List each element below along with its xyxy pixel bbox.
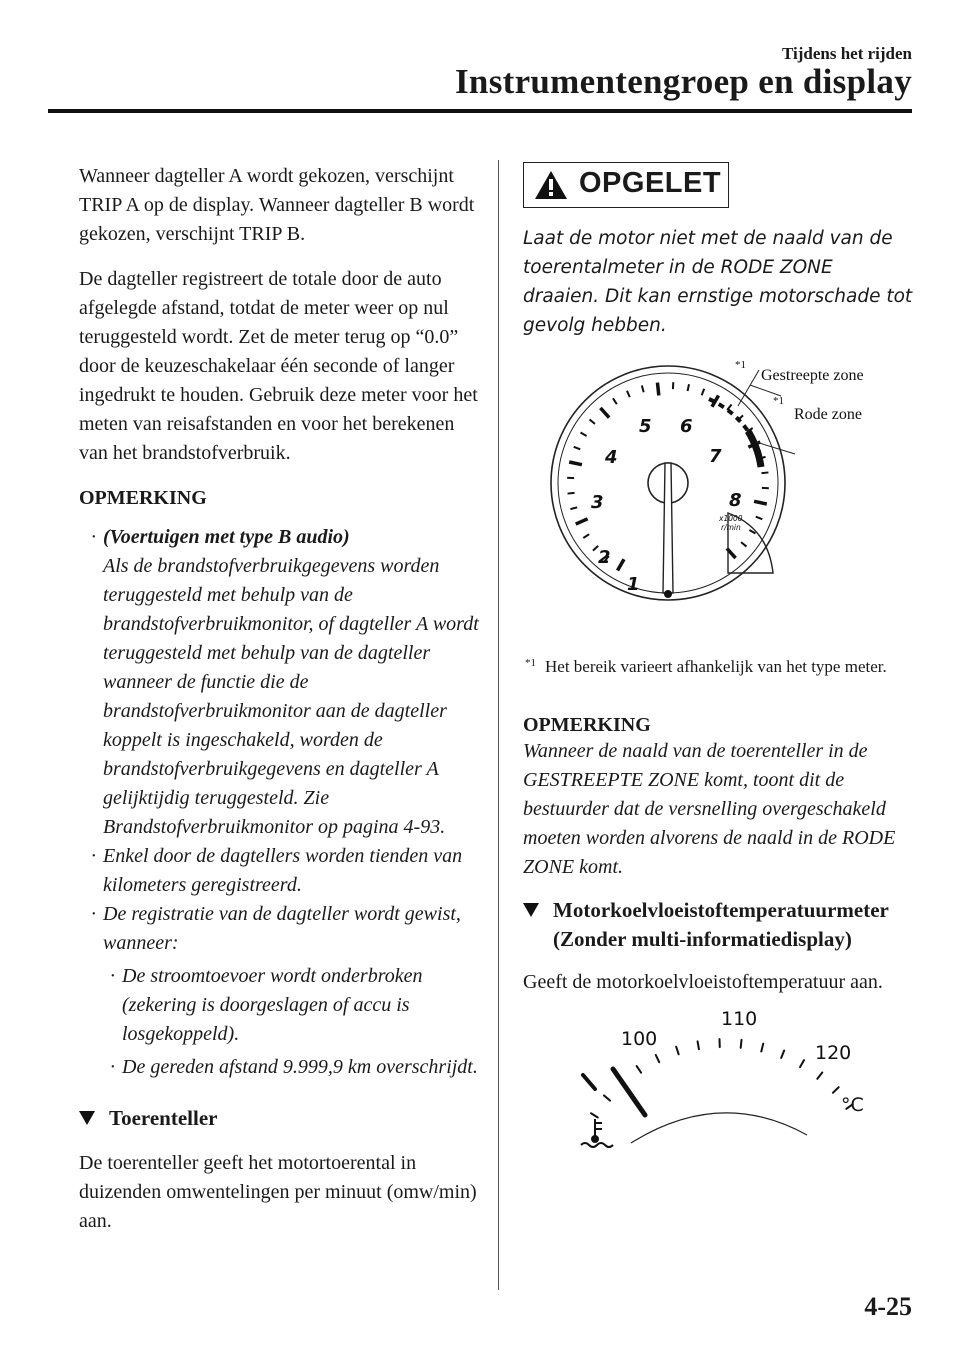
tach-number: 5 [639, 416, 652, 437]
page-title: Instrumentengroep en display [455, 62, 912, 101]
callout-label-red-zone: Rode zone [794, 406, 862, 423]
temp-tick [781, 1051, 784, 1058]
tach-tick [702, 389, 705, 396]
temp-tick [800, 1060, 804, 1067]
tach-number: 6 [680, 416, 693, 437]
footnote-mark: *1 [525, 657, 536, 669]
temp-tick [656, 1055, 660, 1062]
gauge-arc [631, 1113, 807, 1143]
tach-tick [688, 384, 689, 391]
paragraph-trip: Wanneer dagteller A wordt gekozen, verschijnt TRIP A op de display. Wanneer dagteller B wordt gekozen, verschijnt TRIP B. [79, 165, 475, 245]
tach-tick [613, 398, 617, 404]
triangle-bullet-icon [523, 903, 539, 917]
tach-tick [576, 519, 588, 524]
section-heading-temperature [523, 896, 923, 954]
temp-cold-mark [583, 1075, 595, 1089]
callout-mark: *1 [773, 395, 784, 407]
temp-label-110: 110 [721, 1008, 758, 1030]
paragraph-toerenteller: De toerenteller geeft het motortoerental in duizenden omwentelingen per minuut (omw/min) aan. [79, 1152, 477, 1232]
note-label: OPMERKING [79, 487, 207, 509]
footnote-text: Het bereik varieert afhankelijk van het type meter. [545, 657, 887, 676]
section-heading-text: Motorkoelvloeistoftemperatuurmeter (Zonder multi-informatiedisplay) [553, 898, 889, 951]
temp-label-100: 100 [621, 1028, 658, 1050]
tach-tick [569, 462, 582, 465]
temp-tick [761, 1044, 763, 1052]
note-bullet: · Enkel door de dagtellers worden tienden van kilometers geregistreerd. [79, 842, 479, 900]
temp-needle [613, 1069, 645, 1115]
temp-tick [676, 1047, 678, 1055]
section-heading-text: Toerenteller [109, 1106, 218, 1130]
warning-triangle-icon [534, 170, 568, 200]
note-label-right: OPMERKING [523, 714, 651, 736]
note-sub-bullet: · De gereden afstand 9.999,9 km overschrijdt. [79, 1053, 479, 1082]
paragraph-temperature: Geeft de motorkoelvloeistoftemperatuur aan. [523, 971, 883, 993]
note-bullet [79, 523, 479, 842]
tach-tick [581, 433, 587, 437]
temp-unit: °C [841, 1094, 864, 1116]
temp-tick [833, 1087, 839, 1093]
tach-tick [583, 534, 589, 538]
tach-tick [568, 493, 575, 494]
callout-line-striped [738, 370, 759, 406]
tach-number: 2 [598, 547, 611, 568]
tach-tick [618, 559, 625, 570]
tach-unit-multiplier: x1000 [719, 514, 743, 523]
page-number: 4-25 [864, 1292, 912, 1321]
right-column [523, 162, 923, 1157]
note-sub-bullet: · De stroomtoevoer wordt onderbroken (zekering is doorgeslagen of accu is losgekoppeld). [79, 962, 479, 1049]
tach-unit-rpm: r/min [721, 523, 741, 532]
tach-number: 3 [591, 492, 604, 513]
tach-tick [756, 517, 763, 520]
header-section-label: Tijdens het rijden [781, 44, 912, 63]
note-bullet: · De registratie van de dagteller wordt gewist, wanneer: [79, 900, 479, 958]
tach-tick [657, 383, 658, 396]
caution-label: OPGELET [579, 167, 722, 199]
tachometer-gauge [523, 358, 923, 656]
caution-text: Laat de motor niet met de naald van de toerentalmeter in de RODE ZONE draaien. Dit kan ernstige motorschade tot gevolg hebben. [523, 228, 913, 336]
tach-needle [663, 463, 673, 593]
needle-pin [664, 590, 672, 598]
note-bullet-title: · (Voertuigen met type B audio) [103, 526, 350, 548]
tach-tick [600, 408, 609, 418]
red-zone-arc [748, 431, 761, 467]
temp-tick [604, 1095, 610, 1100]
temp-tick [591, 1113, 598, 1117]
left-column [79, 162, 479, 1252]
tach-tick [570, 507, 577, 509]
note-text-right: Wanneer de naald van de toerenteller in de GESTREEPTE ZONE komt, toont dit de bestuurder dat de versnelling overgeschakeld moeten worden alvorens de naald in de RODE ZONE komt. [523, 740, 896, 878]
temp-tick [817, 1072, 822, 1078]
temperature-figure [575, 1007, 875, 1157]
temp-tick [637, 1066, 641, 1073]
tach-number: 7 [709, 446, 722, 467]
callout-label-striped-zone: Gestreepte zone [761, 367, 864, 384]
coolant-temperature-icon [581, 1119, 613, 1147]
tach-tick [627, 391, 630, 397]
tach-number: 1 [627, 574, 640, 595]
header-rule [48, 109, 912, 113]
tachometer-figure [523, 358, 923, 656]
note-bullet-text: Als de brandstofverbruikgegevens worden teruggesteld met behulp van de brandstofverbruikmonitor, of dagteller A wordt teruggesteld met behulp van de dagteller wanneer de functie die de brandstofverbruikmonitor aan de dagteller koppelt is ingeschakeld, worden de brandstofverbruikgegevens en dagteller A gelijktijdig teruggesteld. Zie Brandstofverbruikmonitor op pagina 4-93. [103, 555, 479, 838]
temperature-gauge [575, 1007, 875, 1157]
tach-tick [574, 447, 581, 450]
temp-label-120: 120 [815, 1042, 852, 1064]
tach-tick [754, 501, 767, 504]
tach-tick [741, 542, 746, 546]
callout-mark: *1 [735, 359, 746, 371]
triangle-bullet-icon [79, 1111, 95, 1125]
tach-tick [761, 472, 768, 473]
temp-tick [698, 1041, 699, 1049]
temp-ticks [591, 1039, 853, 1117]
column-divider [498, 160, 499, 1290]
callout-line-red [756, 442, 795, 454]
footnote [523, 656, 923, 678]
temp-tick [741, 1040, 742, 1048]
tach-tick [590, 419, 595, 423]
paragraph-dagteller: De dagteller registreert de totale door de auto afgelegde afstand, totdat de meter weer op nul teruggesteld wordt. Zet de meter terug op “0.0” door de keuzeschakelaar één seconde of langer ingedrukt te houden. Gebruik deze meter voor het meten van reisafstanden en voor het berekenen van het brandstofverbruik. [79, 268, 478, 464]
tach-number: 8 [729, 490, 742, 511]
tach-tick [642, 385, 644, 392]
section-heading-toerenteller [79, 1104, 479, 1133]
caution-box [523, 162, 729, 208]
tach-number: 4 [605, 447, 618, 468]
